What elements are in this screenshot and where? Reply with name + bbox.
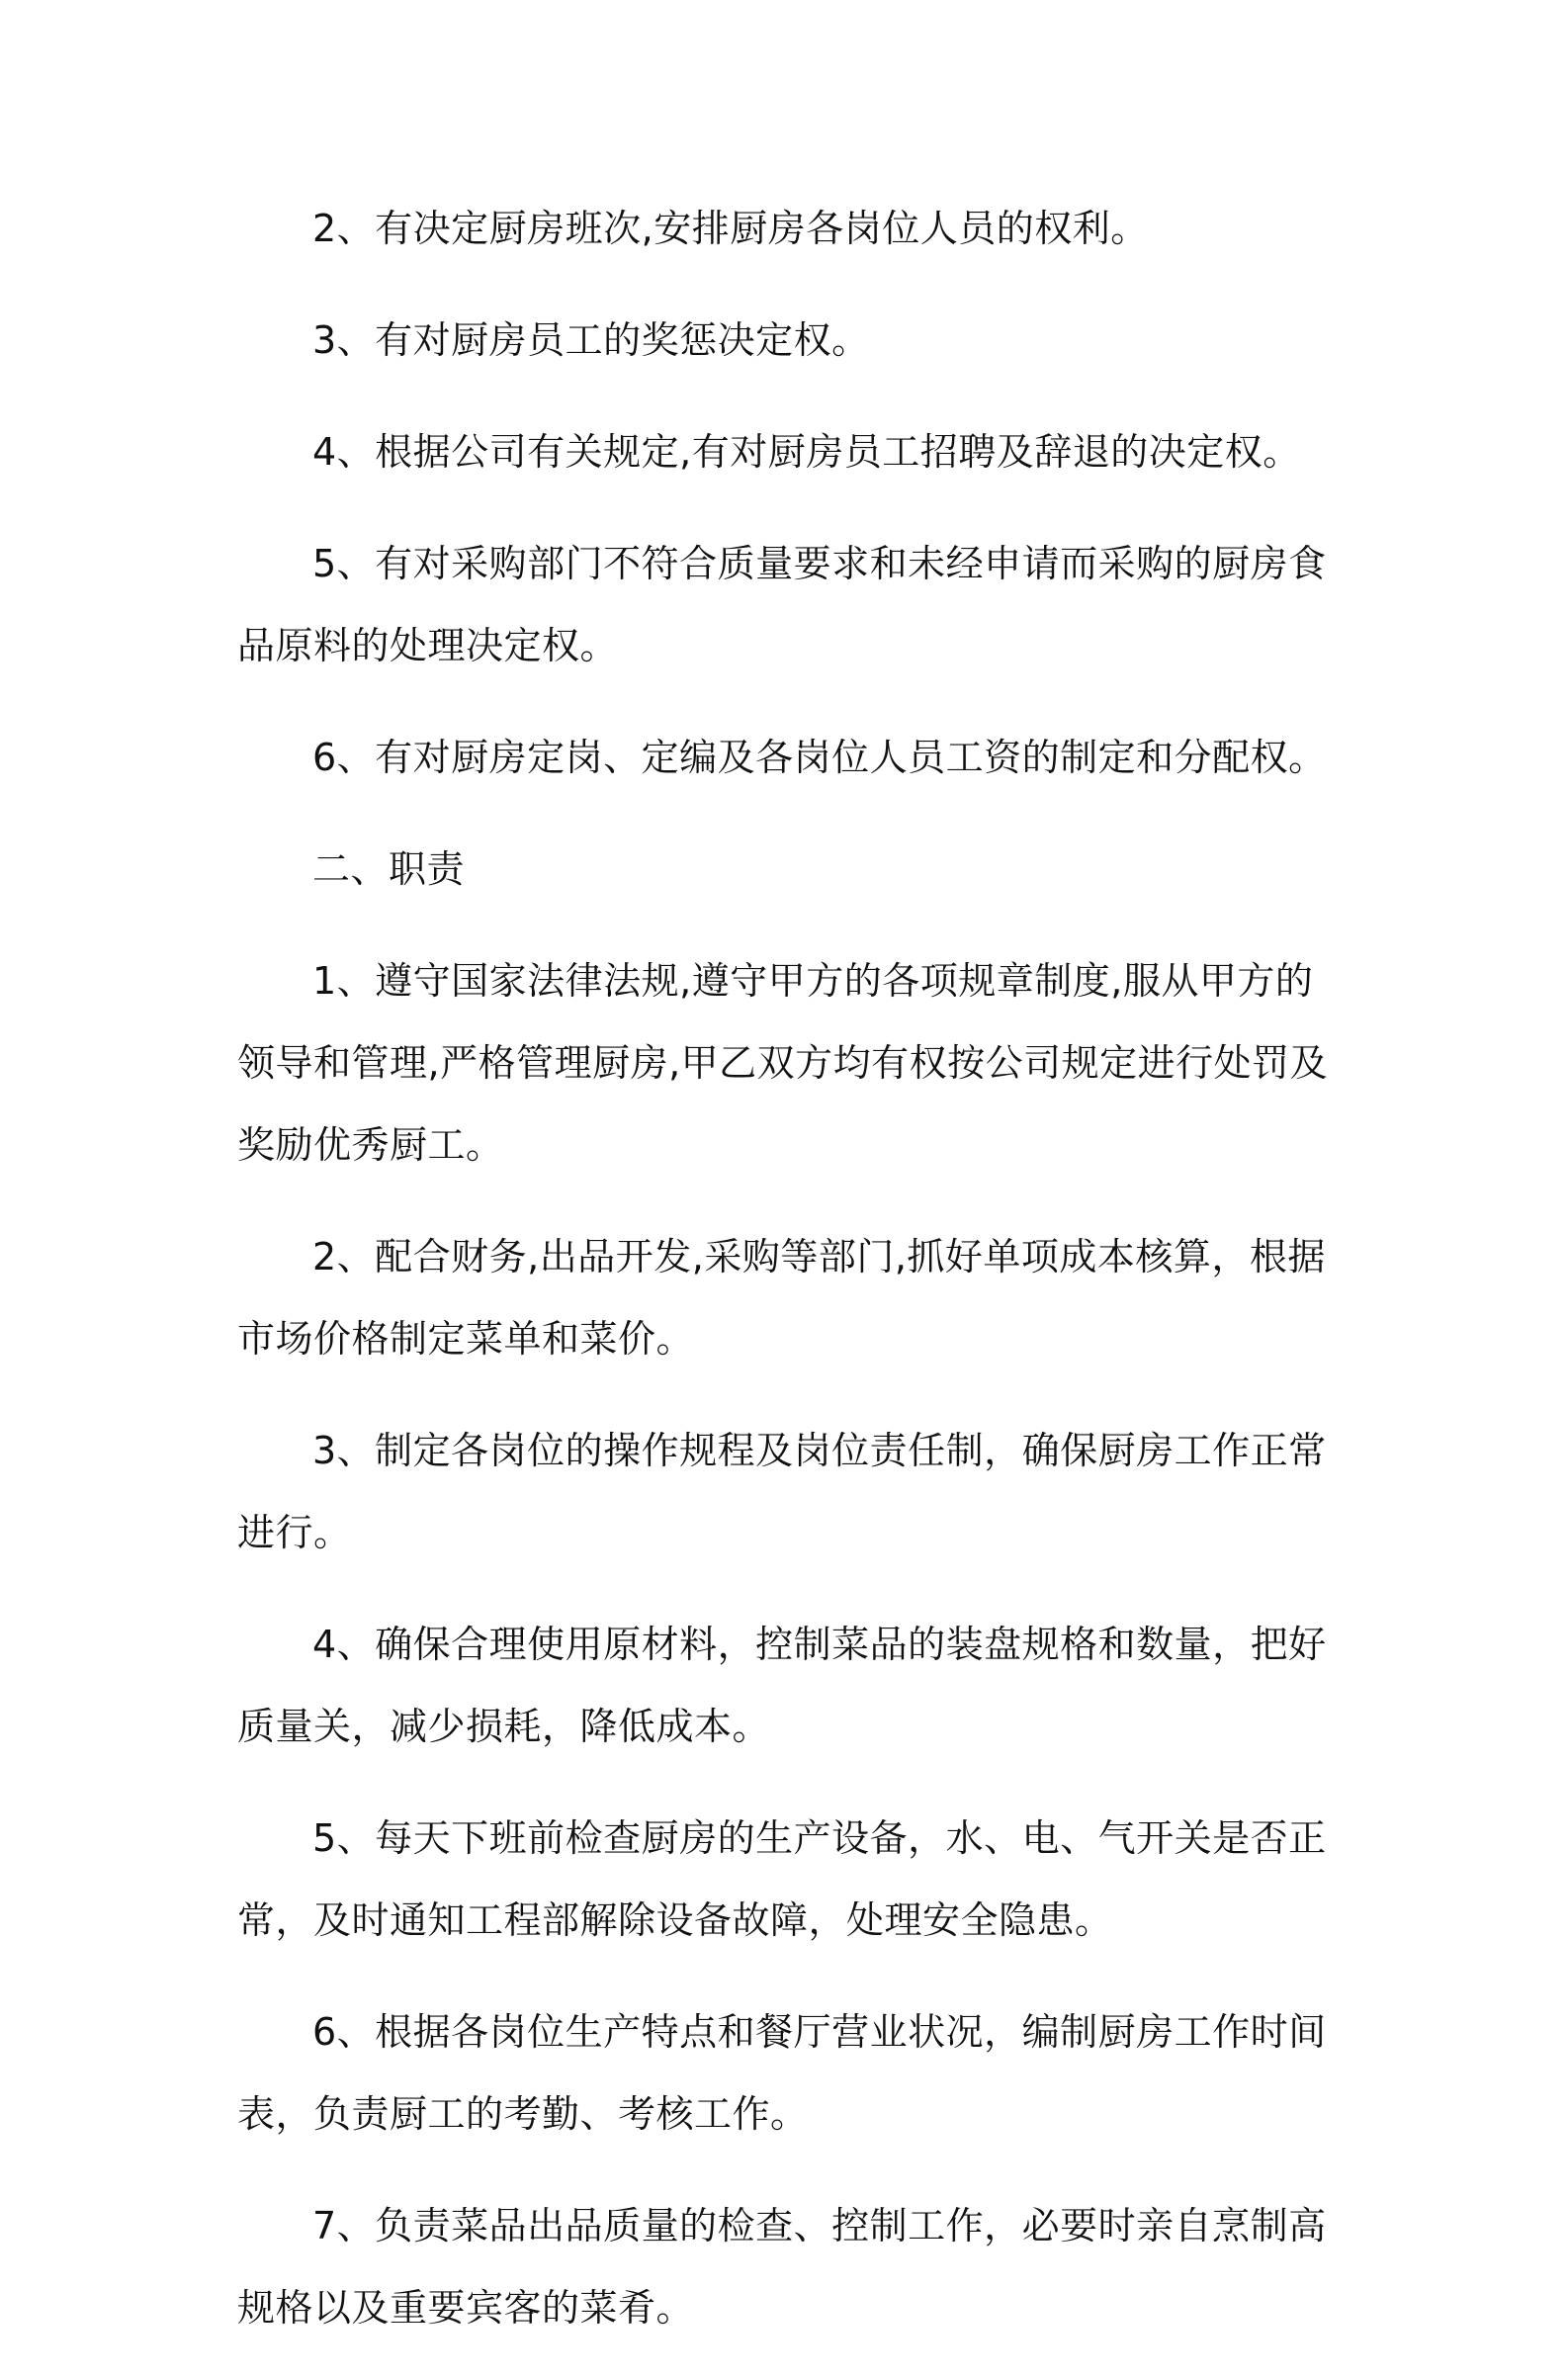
paragraph-duty-6: 6、根据各岗位生产特点和餐厅营业状况，编制厨房工作时间表，负责厨工的考勤、考核工作。 [237,2010,1327,2136]
paragraph-duty-4: 4、确保合理使用原材料，控制菜品的装盘规格和数量，把好质量关，减少损耗，降低成本。 [237,1623,1327,1748]
paragraph-duty-5: 5、每天下班前检查厨房的生产设备，水、电、气开关是否正常，及时通知工程部解除设备故障，处理安全隐患。 [237,1816,1327,1942]
paragraph-right-4: 4、根据公司有关规定,有对厨房员工招聘及辞退的决定权。 [312,430,1301,474]
paragraph-right-6: 6、有对厨房定岗、定编及各岗位人员工资的制定和分配权。 [312,736,1327,779]
paragraph-duty-1: 1、遵守国家法律法规,遵守甲方的各项规章制度,服从甲方的领导和管理,严格管理厨房,甲乙双方均有权按公司规定进行处罚及奖励优秀厨工。 [237,959,1329,1167]
paragraph-duty-7: 7、负责菜品出品质量的检查、控制工作，必要时亲自烹制高规格以及重要宾客的菜肴。 [237,2204,1327,2330]
paragraph-duty-3: 3、制定各岗位的操作规程及岗位责任制，确保厨房工作正常进行。 [237,1429,1327,1554]
section-heading-duties: 二、职责 [312,847,466,891]
paragraph-right-3: 3、有对厨房员工的奖惩决定权。 [312,318,870,362]
paragraph-duty-2: 2、配合财务,出品开发,采购等部门,抓好单项成本核算，根据市场价格制定菜单和菜价。 [237,1235,1326,1361]
document-body [237,188,1343,2379]
paragraph-right-2: 2、有决定厨房班次,安排厨房各岗位人员的权利。 [312,207,1149,250]
paragraph-right-5: 5、有对采购部门不符合质量要求和未经申请而采购的厨房食品原料的处理决定权。 [237,542,1327,667]
